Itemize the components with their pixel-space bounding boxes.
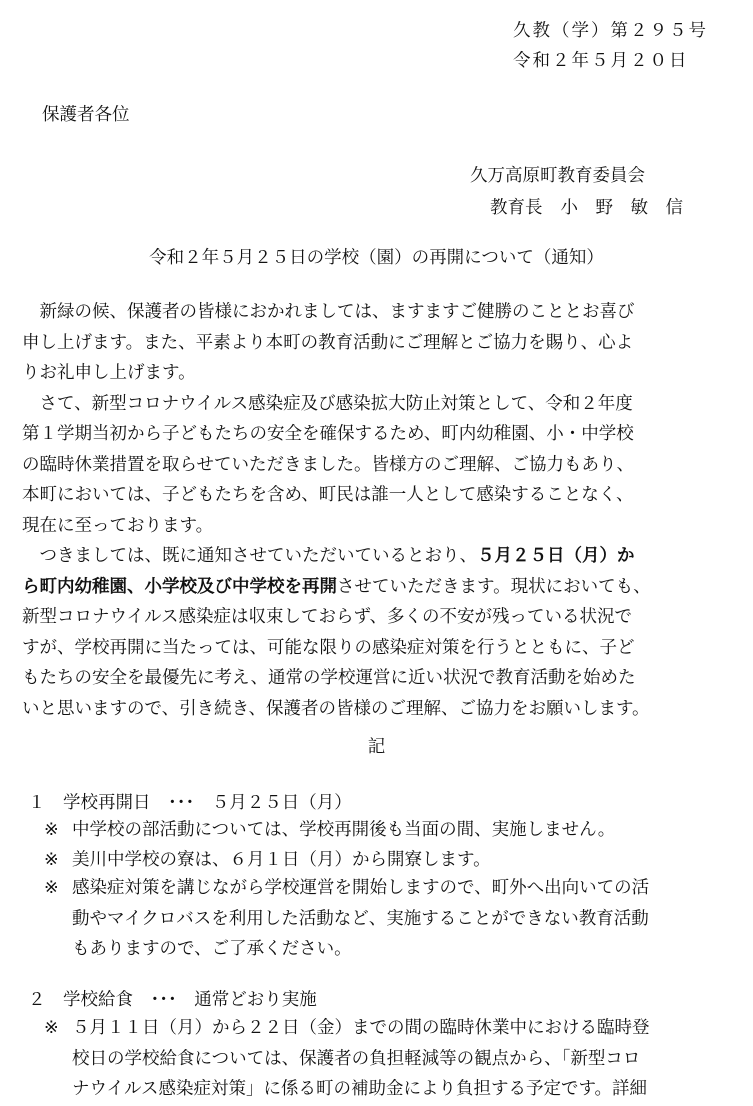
body-text: つきましては、既に通知させていただいているとおり、: [22, 546, 477, 566]
body-line: さて、新型コロナウイルス感染症及び感染拡大防止対策として、令和２年度: [22, 393, 633, 414]
body-line: 本町においては、子どもたちを含め、町民は誰一人として感染することなく、: [22, 485, 634, 505]
note-text: 中学校の部活動については、学校再開後も当面の間、実施しません。: [72, 820, 616, 840]
body-line: 新型コロナウイルス感染症は収束しておらず、多くの不安が残っている状況で: [22, 607, 633, 627]
body-line: 申し上げます。また、平素より本町の教育活動にご理解とご協力を賜り、心よ: [22, 332, 634, 353]
body-line: もたちの安全を最優先に考え、通常の学校運営に近い状況で教育活動を始めた: [22, 668, 636, 688]
note-text: 感染症対策を講じながら学校運営を開始しますので、町外へ出向いての活: [72, 878, 650, 898]
body-line: すが、学校再開に当たっては、可能な限りの感染症対策を行うとともに、子ど: [22, 637, 635, 658]
body-line: 現在に至っております。: [22, 515, 214, 536]
paragraph-greeting: [22, 297, 747, 389]
note-text: ５月１１日（月）から２２日（金）までの間の臨時休業中における臨時登: [72, 1018, 650, 1038]
note-line: 動やマイクロバスを利用した活動など、実施することができない教育活動: [72, 908, 649, 929]
sender-organization: 久万高原町教育委員会: [470, 166, 645, 186]
note-line: [44, 845, 491, 876]
note-line: [44, 1013, 650, 1044]
note-line: [44, 873, 649, 904]
note-mark: ※: [44, 850, 59, 870]
reference-number: 久教（学）第２９５号: [513, 21, 708, 41]
paragraph-reopening: [22, 541, 747, 724]
document-reference: [513, 16, 708, 76]
sender-block: [470, 160, 683, 224]
section-1-note-1: [44, 815, 615, 846]
note-line: もありますので、ご了承ください。: [72, 939, 352, 959]
section-2-note: [44, 1013, 650, 1105]
note-text: 美川中学校の寮は、６月１日（月）から開寮します。: [72, 850, 491, 870]
note-mark: ※: [44, 820, 59, 840]
document-subject: 令和２年５月２５日の学校（園）の再開について（通知）: [149, 248, 604, 268]
reopening-schools-emphasis: ら町内幼稚園、小学校及び中学校を再開: [22, 576, 337, 597]
body-line: りお礼申し上げます。: [22, 363, 196, 383]
section-1-note-2: [44, 845, 491, 876]
sender-name: 小 野 敏 信: [560, 198, 683, 218]
document-body: [22, 297, 747, 724]
reopening-date-emphasis: ５月２５日（月）か: [477, 546, 635, 566]
addressee: 保護者各位: [42, 105, 130, 125]
ki-heading: 記: [367, 737, 386, 757]
note-line: ナウイルス感染症対策」に係る町の補助金により負担する予定です。詳細: [72, 1079, 648, 1099]
body-text: させていただきます。現状においても、: [337, 576, 651, 597]
note-mark: ※: [44, 1018, 59, 1038]
section-2-heading: ２ 学校給食 ･･･ 通常どおり実施: [28, 990, 317, 1010]
section-1-note-3: [44, 873, 649, 965]
body-line: [22, 572, 747, 603]
body-line: [22, 541, 747, 572]
body-line: 第１学期当初から子どもたちの安全を確保するため、町内幼稚園、小・中学校: [22, 424, 634, 444]
note-line: 校日の学校給食については、保護者の負担軽減等の観点から、「新型コロ: [72, 1048, 641, 1069]
note-line: [44, 815, 615, 846]
paragraph-background: [22, 389, 747, 542]
note-mark: ※: [44, 878, 59, 898]
sender-title: 教育長: [490, 198, 543, 218]
issue-date: 令和２年５月２０日: [513, 51, 689, 71]
sender-signature: [470, 192, 683, 224]
body-line: の臨時休業措置を取らせていただきました。皆様方のご理解、ご協力もあり、: [22, 454, 634, 475]
section-1-heading: １ 学校再開日 ･･･ ５月２５日（月）: [28, 793, 352, 813]
body-line: いと思いますので、引き続き、保護者の皆様のご理解、ご協力をお願いします。: [22, 698, 650, 719]
body-line: 新緑の候、保護者の皆様におかれましては、ますますご健勝のこととお喜び: [22, 302, 635, 322]
